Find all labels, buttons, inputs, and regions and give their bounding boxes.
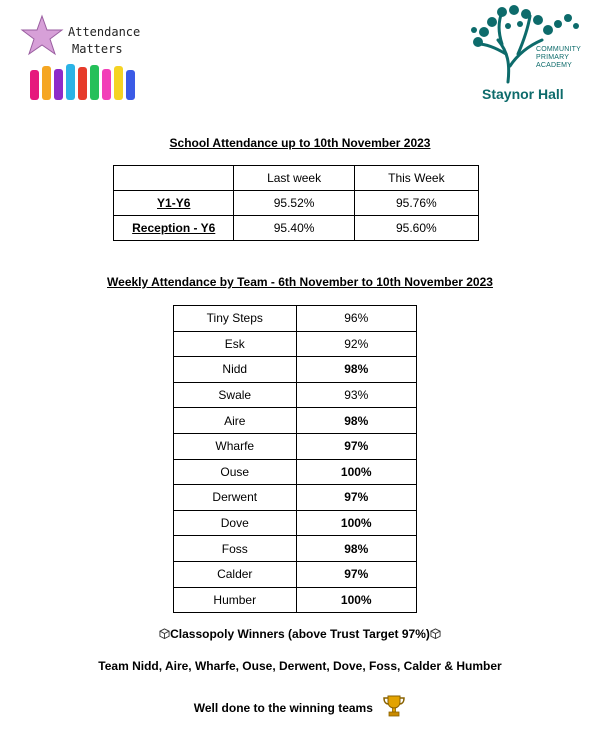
table-row xyxy=(174,485,417,511)
row-this-week: 95.60% xyxy=(354,216,478,241)
team-name: Foss xyxy=(174,536,297,562)
row-label: Y1-Y6 xyxy=(114,191,234,216)
table-row xyxy=(174,306,417,332)
team-value: 100% xyxy=(296,510,416,536)
table-row xyxy=(174,536,417,562)
team-name: Dove xyxy=(174,510,297,536)
team-value: 92% xyxy=(296,331,416,357)
team-value: 97% xyxy=(296,485,416,511)
team-value: 97% xyxy=(296,561,416,587)
winners-list: Team Nidd, Aire, Wharfe, Ouse, Derwent, Dove, Foss, Calder & Humber xyxy=(98,659,502,673)
row-last-week: 95.40% xyxy=(234,216,354,241)
school-name: Staynor Hall xyxy=(482,86,564,102)
team-value: 98% xyxy=(296,357,416,383)
table-row xyxy=(174,382,417,408)
row-label: Reception - Y6 xyxy=(114,216,234,241)
row-this-week: 95.76% xyxy=(354,191,478,216)
staynor-hall-logo xyxy=(468,4,586,106)
table-header-row xyxy=(114,166,479,191)
team-value: 98% xyxy=(296,408,416,434)
team-name: Calder xyxy=(174,561,297,587)
table-row xyxy=(174,433,417,459)
school-attendance-heading: School Attendance up to 10th November 2023 xyxy=(169,136,431,150)
table-row xyxy=(174,357,417,383)
school-attendance-table xyxy=(113,165,479,241)
academy-text-community: COMMUNITY xyxy=(536,46,581,53)
winners-heading-line xyxy=(0,627,600,641)
team-attendance-table xyxy=(173,305,417,613)
row-last-week: 95.52% xyxy=(234,191,354,216)
team-value: 98% xyxy=(296,536,416,562)
team-value: 100% xyxy=(296,587,416,613)
tree-icon xyxy=(468,4,586,86)
winners-heading: Classopoly Winners (above Trust Target 97%) xyxy=(170,627,430,641)
team-value: 96% xyxy=(296,306,416,332)
trophy-icon xyxy=(382,694,406,718)
team-value: 97% xyxy=(296,433,416,459)
weekly-team-heading: Weekly Attendance by Team - 6th November to 10th November 2023 xyxy=(107,275,493,289)
table-row xyxy=(174,408,417,434)
table-row xyxy=(174,510,417,536)
well-done-text: Well done to the winning teams xyxy=(193,701,373,715)
logo-text-matters: Matters xyxy=(72,42,123,56)
header-cell-last-week: Last week xyxy=(234,166,354,191)
table-row xyxy=(174,561,417,587)
academy-text-academy: ACADEMY xyxy=(536,62,573,69)
table-row xyxy=(114,191,479,216)
dice-icon xyxy=(159,628,170,639)
team-name: Ouse xyxy=(174,459,297,485)
team-name: Wharfe xyxy=(174,433,297,459)
well-done-line xyxy=(0,694,600,718)
team-value: 100% xyxy=(296,459,416,485)
table-row xyxy=(174,459,417,485)
team-name: Nidd xyxy=(174,357,297,383)
team-name: Swale xyxy=(174,382,297,408)
table-row xyxy=(114,216,479,241)
team-name: Aire xyxy=(174,408,297,434)
header-cell-this-week: This Week xyxy=(354,166,478,191)
logo-text-attendance: Attendance xyxy=(68,25,141,39)
table-row xyxy=(174,331,417,357)
team-name: Esk xyxy=(174,331,297,357)
table-row xyxy=(174,587,417,613)
academy-text-primary: PRIMARY xyxy=(536,54,570,61)
team-name: Tiny Steps xyxy=(174,306,297,332)
team-name: Humber xyxy=(174,587,297,613)
attendance-matters-logo xyxy=(20,14,145,106)
header-cell-empty xyxy=(114,166,234,191)
team-name: Derwent xyxy=(174,485,297,511)
team-value: 93% xyxy=(296,382,416,408)
dice-icon xyxy=(430,628,441,639)
